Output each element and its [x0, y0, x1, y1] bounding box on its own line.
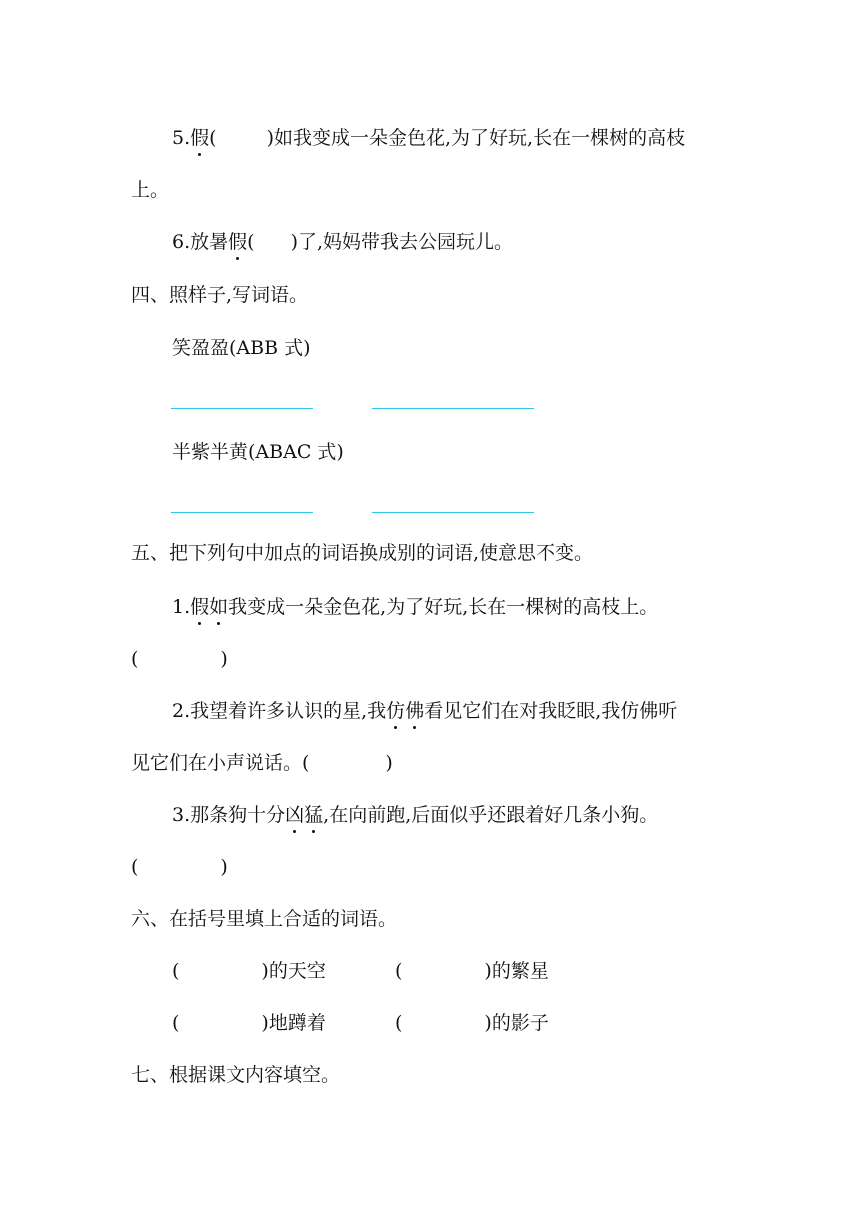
- s5-question-3: 3.那条狗十分凶猛,在向前跑,后面似乎还跟着好几条小狗。: [172, 804, 659, 826]
- fill-item: ( )的影子: [395, 1012, 549, 1034]
- answer-line[interactable]: [171, 408, 313, 409]
- answer-line[interactable]: [372, 512, 534, 513]
- example-abb: 笑盈盈(ABB 式): [172, 337, 311, 359]
- dotted-char: 如: [209, 596, 229, 618]
- s5-question-1: 1.假如我变成一朵金色花,为了好玩,长在一棵树的高枝上。: [172, 596, 659, 618]
- s5-question-2-continuation: 见它们在小声说话。( ): [131, 752, 393, 774]
- dotted-char: 假: [228, 231, 248, 253]
- example-abac: 半紫半黄(ABAC 式): [172, 441, 344, 463]
- section-7-heading: 七、根据课文内容填空。: [131, 1064, 341, 1086]
- s5-question-1-answer: ( ): [131, 648, 228, 670]
- fill-item: ( )地蹲着: [172, 1012, 326, 1034]
- answer-line[interactable]: [171, 512, 313, 513]
- question-5-continuation: 上。: [131, 179, 170, 201]
- fill-item: ( )的天空: [172, 960, 326, 982]
- section-6-heading: 六、在括号里填上合适的词语。: [131, 908, 398, 930]
- dotted-char: 猛: [304, 804, 324, 826]
- dotted-char: 凶: [285, 804, 305, 826]
- question-6: 6.放暑假( )了,妈妈带我去公园玩儿。: [172, 231, 514, 253]
- s5-question-2: 2.我望着许多认识的星,我仿佛看见它们在对我眨眼,我仿佛听: [172, 700, 678, 722]
- dotted-char: 假: [190, 127, 210, 149]
- fill-item: ( )的繁星: [395, 960, 549, 982]
- dotted-char: 佛: [405, 700, 425, 722]
- answer-line[interactable]: [372, 408, 534, 409]
- s5-question-3-answer: ( ): [131, 856, 228, 878]
- dotted-char: 假: [190, 596, 210, 618]
- dotted-char: 仿: [386, 700, 406, 722]
- section-4-heading: 四、照样子,写词语。: [131, 284, 309, 306]
- question-5: 5.假( )如我变成一朵金色花,为了好玩,长在一棵树的高枝: [172, 127, 686, 149]
- section-5-heading: 五、把下列句中加点的词语换成别的词语,使意思不变。: [131, 542, 594, 564]
